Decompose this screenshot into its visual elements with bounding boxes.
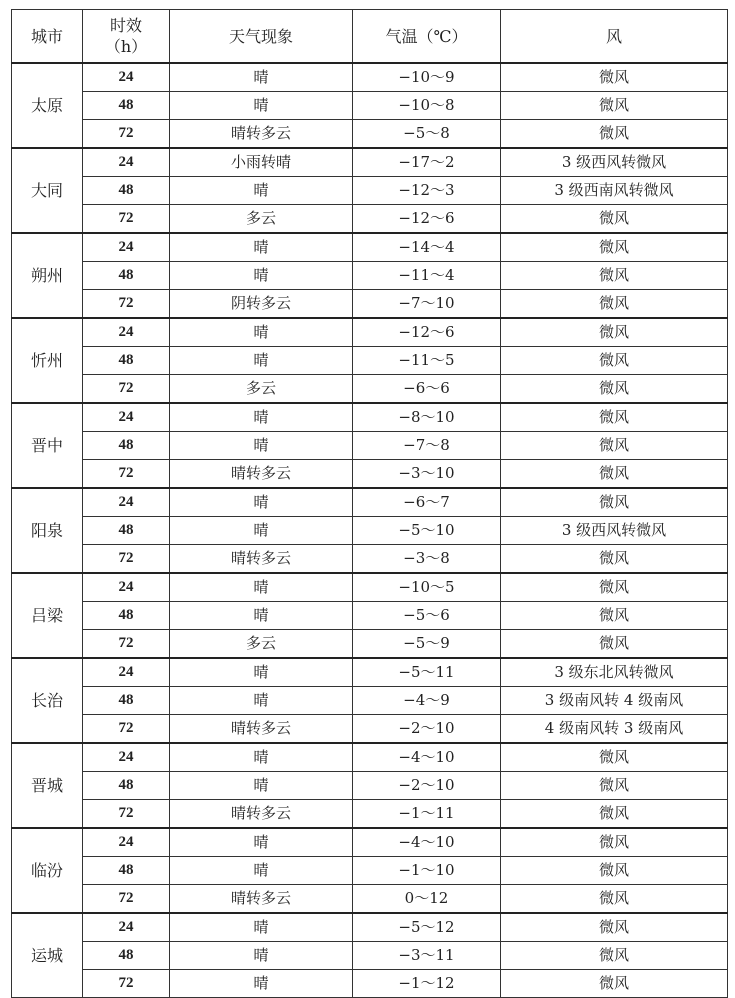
table-row bbox=[12, 602, 728, 630]
city-name-cell: 大同 bbox=[12, 148, 83, 233]
table-row bbox=[12, 828, 728, 857]
temperature-cell: −1～10 bbox=[353, 857, 501, 885]
weather-cell: 晴转多云 bbox=[170, 715, 353, 744]
wind-cell: 微风 bbox=[501, 347, 728, 375]
wind-cell: 微风 bbox=[501, 743, 728, 772]
table-row bbox=[12, 63, 728, 92]
wind-cell: 3 级南风转 4 级南风 bbox=[501, 687, 728, 715]
header-lead-time bbox=[83, 10, 170, 64]
table-row bbox=[12, 885, 728, 914]
table-row bbox=[12, 92, 728, 120]
lead-time-cell: 72 bbox=[83, 970, 170, 998]
wind-cell: 4 级南风转 3 级南风 bbox=[501, 715, 728, 744]
wind-cell: 微风 bbox=[501, 460, 728, 489]
city-name-cell: 长治 bbox=[12, 658, 83, 743]
temperature-cell: −10～8 bbox=[353, 92, 501, 120]
temperature-cell: −11～4 bbox=[353, 262, 501, 290]
table-row bbox=[12, 375, 728, 404]
wind-cell: 微风 bbox=[501, 573, 728, 602]
temperature-cell: −12～6 bbox=[353, 205, 501, 234]
header-row bbox=[12, 10, 728, 64]
table-row bbox=[12, 347, 728, 375]
lead-time-cell: 24 bbox=[83, 63, 170, 92]
city-name-cell: 晋城 bbox=[12, 743, 83, 828]
wind-cell: 微风 bbox=[501, 828, 728, 857]
weather-cell: 晴 bbox=[170, 177, 353, 205]
weather-cell: 晴 bbox=[170, 318, 353, 347]
temperature-cell: −5～12 bbox=[353, 913, 501, 942]
table-row bbox=[12, 630, 728, 659]
lead-time-cell: 24 bbox=[83, 828, 170, 857]
temperature-cell: −1～12 bbox=[353, 970, 501, 998]
table-row bbox=[12, 205, 728, 234]
lead-time-cell: 24 bbox=[83, 148, 170, 177]
weather-cell: 晴 bbox=[170, 488, 353, 517]
weather-cell: 晴 bbox=[170, 913, 353, 942]
weather-cell: 阴转多云 bbox=[170, 290, 353, 319]
table-row bbox=[12, 233, 728, 262]
temperature-cell: −17～2 bbox=[353, 148, 501, 177]
lead-time-cell: 48 bbox=[83, 687, 170, 715]
table-row bbox=[12, 687, 728, 715]
header-weather: 天气现象 bbox=[170, 10, 353, 64]
weather-cell: 晴 bbox=[170, 942, 353, 970]
temperature-cell: −8～10 bbox=[353, 403, 501, 432]
lead-time-cell: 24 bbox=[83, 658, 170, 687]
weather-cell: 晴 bbox=[170, 687, 353, 715]
wind-cell: 微风 bbox=[501, 913, 728, 942]
temperature-cell: −6～7 bbox=[353, 488, 501, 517]
weather-cell: 晴 bbox=[170, 233, 353, 262]
lead-time-cell: 72 bbox=[83, 885, 170, 914]
temperature-cell: −5～8 bbox=[353, 120, 501, 149]
wind-cell: 微风 bbox=[501, 545, 728, 574]
temperature-cell: −12～6 bbox=[353, 318, 501, 347]
temperature-cell: −14～4 bbox=[353, 233, 501, 262]
weather-cell: 晴 bbox=[170, 857, 353, 885]
lead-time-cell: 48 bbox=[83, 942, 170, 970]
city-name-cell: 吕梁 bbox=[12, 573, 83, 658]
lead-time-cell: 48 bbox=[83, 517, 170, 545]
weather-cell: 晴 bbox=[170, 772, 353, 800]
city-name-cell: 忻州 bbox=[12, 318, 83, 403]
wind-cell: 微风 bbox=[501, 120, 728, 149]
lead-time-cell: 72 bbox=[83, 630, 170, 659]
table-row bbox=[12, 120, 728, 149]
temperature-cell: −12～3 bbox=[353, 177, 501, 205]
table-row bbox=[12, 970, 728, 998]
wind-cell: 微风 bbox=[501, 630, 728, 659]
lead-time-cell: 72 bbox=[83, 800, 170, 829]
city-name-cell: 运城 bbox=[12, 913, 83, 998]
wind-cell: 微风 bbox=[501, 885, 728, 914]
wind-cell: 微风 bbox=[501, 857, 728, 885]
header-lead-time-line2: （h） bbox=[104, 37, 148, 56]
weather-cell: 晴转多云 bbox=[170, 120, 353, 149]
header-temperature: 气温（℃） bbox=[353, 10, 501, 64]
temperature-cell: −10～9 bbox=[353, 63, 501, 92]
lead-time-cell: 24 bbox=[83, 403, 170, 432]
temperature-cell: −11～5 bbox=[353, 347, 501, 375]
temperature-cell: −4～10 bbox=[353, 743, 501, 772]
weather-cell: 晴 bbox=[170, 432, 353, 460]
forecast-table bbox=[11, 9, 728, 998]
wind-cell: 微风 bbox=[501, 92, 728, 120]
weather-cell: 多云 bbox=[170, 205, 353, 234]
weather-cell: 晴转多云 bbox=[170, 460, 353, 489]
wind-cell: 微风 bbox=[501, 375, 728, 404]
lead-time-cell: 24 bbox=[83, 573, 170, 602]
wind-cell: 微风 bbox=[501, 488, 728, 517]
weather-cell: 晴 bbox=[170, 573, 353, 602]
lead-time-cell: 48 bbox=[83, 602, 170, 630]
table-row bbox=[12, 715, 728, 744]
wind-cell: 微风 bbox=[501, 205, 728, 234]
lead-time-cell: 72 bbox=[83, 460, 170, 489]
table-row bbox=[12, 460, 728, 489]
wind-cell: 微风 bbox=[501, 800, 728, 829]
table-row bbox=[12, 262, 728, 290]
table-row bbox=[12, 148, 728, 177]
table-row bbox=[12, 488, 728, 517]
lead-time-cell: 72 bbox=[83, 375, 170, 404]
temperature-cell: −3～11 bbox=[353, 942, 501, 970]
lead-time-cell: 48 bbox=[83, 347, 170, 375]
table-row bbox=[12, 743, 728, 772]
temperature-cell: −6～6 bbox=[353, 375, 501, 404]
lead-time-cell: 72 bbox=[83, 545, 170, 574]
wind-cell: 3 级东北风转微风 bbox=[501, 658, 728, 687]
weather-cell: 晴转多云 bbox=[170, 800, 353, 829]
table-row bbox=[12, 318, 728, 347]
temperature-cell: −5～10 bbox=[353, 517, 501, 545]
city-name-cell: 阳泉 bbox=[12, 488, 83, 573]
weather-cell: 晴 bbox=[170, 970, 353, 998]
header-wind: 风 bbox=[501, 10, 728, 64]
temperature-cell: −3～10 bbox=[353, 460, 501, 489]
temperature-cell: −2～10 bbox=[353, 772, 501, 800]
table-header bbox=[12, 10, 728, 64]
weather-cell: 晴 bbox=[170, 63, 353, 92]
lead-time-cell: 72 bbox=[83, 205, 170, 234]
wind-cell: 微风 bbox=[501, 63, 728, 92]
table-row bbox=[12, 573, 728, 602]
temperature-cell: −5～11 bbox=[353, 658, 501, 687]
city-name-cell: 临汾 bbox=[12, 828, 83, 913]
city-name-cell: 晋中 bbox=[12, 403, 83, 488]
temperature-cell: 0～12 bbox=[353, 885, 501, 914]
lead-time-cell: 24 bbox=[83, 318, 170, 347]
weather-cell: 晴 bbox=[170, 262, 353, 290]
lead-time-cell: 24 bbox=[83, 488, 170, 517]
lead-time-cell: 72 bbox=[83, 290, 170, 319]
table-row bbox=[12, 857, 728, 885]
weather-cell: 晴 bbox=[170, 403, 353, 432]
weather-cell: 晴 bbox=[170, 658, 353, 687]
wind-cell: 微风 bbox=[501, 432, 728, 460]
wind-cell: 微风 bbox=[501, 318, 728, 347]
city-name-cell: 朔州 bbox=[12, 233, 83, 318]
weather-cell: 多云 bbox=[170, 375, 353, 404]
lead-time-cell: 48 bbox=[83, 262, 170, 290]
lead-time-cell: 48 bbox=[83, 857, 170, 885]
wind-cell: 微风 bbox=[501, 262, 728, 290]
weather-cell: 晴 bbox=[170, 92, 353, 120]
table-row bbox=[12, 403, 728, 432]
lead-time-cell: 24 bbox=[83, 743, 170, 772]
temperature-cell: −2～10 bbox=[353, 715, 501, 744]
temperature-cell: −5～6 bbox=[353, 602, 501, 630]
table-row bbox=[12, 545, 728, 574]
lead-time-cell: 24 bbox=[83, 233, 170, 262]
table-row bbox=[12, 517, 728, 545]
lead-time-cell: 24 bbox=[83, 913, 170, 942]
table-row bbox=[12, 772, 728, 800]
header-lead-time-line1: 时效 bbox=[109, 16, 142, 35]
temperature-cell: −10～5 bbox=[353, 573, 501, 602]
table-row bbox=[12, 942, 728, 970]
wind-cell: 微风 bbox=[501, 403, 728, 432]
lead-time-cell: 72 bbox=[83, 120, 170, 149]
lead-time-cell: 72 bbox=[83, 715, 170, 744]
weather-cell: 晴 bbox=[170, 517, 353, 545]
wind-cell: 3 级西风转微风 bbox=[501, 517, 728, 545]
lead-time-cell: 48 bbox=[83, 772, 170, 800]
temperature-cell: −4～9 bbox=[353, 687, 501, 715]
wind-cell: 微风 bbox=[501, 233, 728, 262]
table-row bbox=[12, 913, 728, 942]
lead-time-cell: 48 bbox=[83, 92, 170, 120]
temperature-cell: −4～10 bbox=[353, 828, 501, 857]
temperature-cell: −3～8 bbox=[353, 545, 501, 574]
wind-cell: 3 级西南风转微风 bbox=[501, 177, 728, 205]
header-city: 城市 bbox=[12, 10, 83, 64]
wind-cell: 微风 bbox=[501, 772, 728, 800]
weather-cell: 小雨转晴 bbox=[170, 148, 353, 177]
wind-cell: 微风 bbox=[501, 970, 728, 998]
lead-time-cell: 48 bbox=[83, 177, 170, 205]
city-name-cell: 太原 bbox=[12, 63, 83, 148]
table-row bbox=[12, 290, 728, 319]
wind-cell: 微风 bbox=[501, 290, 728, 319]
lead-time-cell: 48 bbox=[83, 432, 170, 460]
temperature-cell: −7～8 bbox=[353, 432, 501, 460]
wind-cell: 微风 bbox=[501, 942, 728, 970]
table-row bbox=[12, 177, 728, 205]
wind-cell: 3 级西风转微风 bbox=[501, 148, 728, 177]
temperature-cell: −7～10 bbox=[353, 290, 501, 319]
table-row bbox=[12, 658, 728, 687]
table-body bbox=[12, 63, 728, 998]
weather-cell: 多云 bbox=[170, 630, 353, 659]
wind-cell: 微风 bbox=[501, 602, 728, 630]
weather-cell: 晴转多云 bbox=[170, 885, 353, 914]
weather-cell: 晴转多云 bbox=[170, 545, 353, 574]
weather-cell: 晴 bbox=[170, 602, 353, 630]
temperature-cell: −1～11 bbox=[353, 800, 501, 829]
weather-cell: 晴 bbox=[170, 828, 353, 857]
weather-cell: 晴 bbox=[170, 347, 353, 375]
weather-cell: 晴 bbox=[170, 743, 353, 772]
temperature-cell: −5～9 bbox=[353, 630, 501, 659]
table-row bbox=[12, 800, 728, 829]
table-row bbox=[12, 432, 728, 460]
